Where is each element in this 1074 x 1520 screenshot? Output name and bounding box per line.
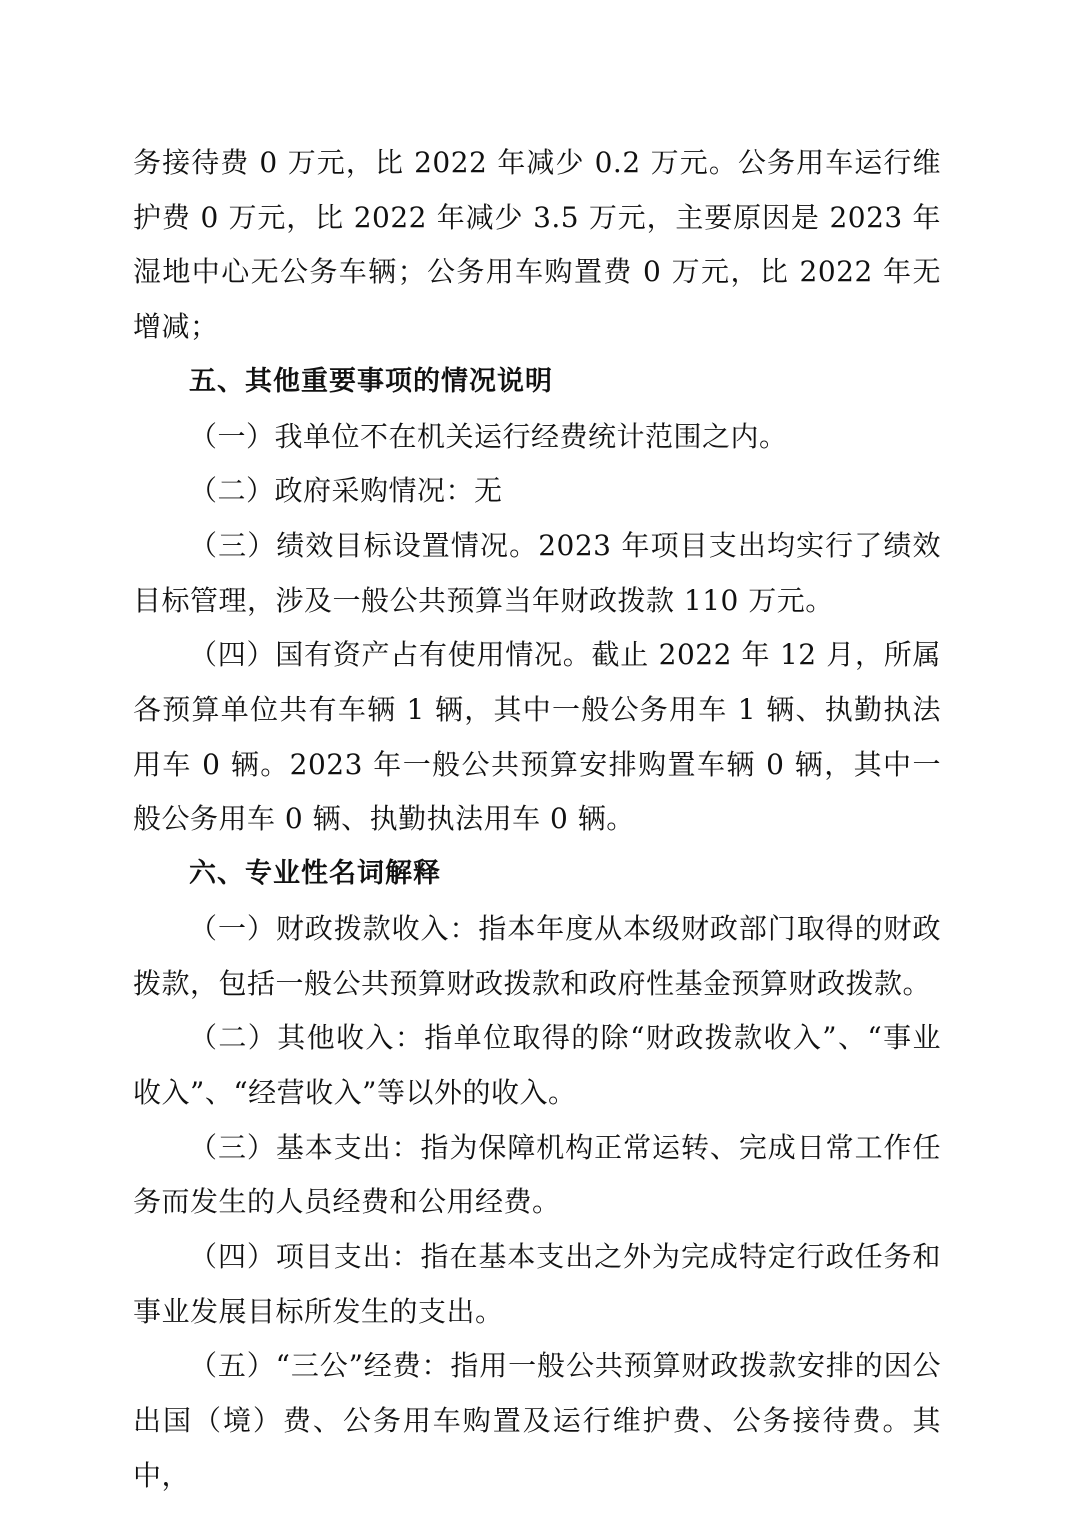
- paragraph-term-project-expenditure: （四）项目支出：指在基本支出之外为完成特定行政任务和事业发展目标所发生的支出。: [133, 1240, 941, 1328]
- paragraph-term-fiscal-appropriation: （一）财政拨款收入：指本年度从本级财政部门取得的财政拨款，包括一般公共预算财政拨款和政府性基金预算财政拨款。: [133, 911, 941, 1000]
- paragraph-government-procurement: （二）政府采购情况：无: [189, 474, 503, 508]
- document-body: [133, 136, 941, 1504]
- paragraph-operating-funds: （一）我单位不在机关运行经费统计范围之内。: [189, 419, 788, 453]
- section-heading-terminology: 六、专业性名词解释: [189, 858, 441, 890]
- paragraph-performance-targets: （三）绩效目标设置情况。2023 年项目支出均实行了绩效目标管理，涉及一般公共预算当年财政拨款 110 万元。: [133, 528, 941, 617]
- paragraph-continuation: 务接待费 0 万元，比 2022 年减少 0.2 万元。公务用车运行维护费 0 万元，比 2022 年减少 3.5 万元，主要原因是 2023 年湿地中心无公务车辆；公务用车购置费 0 万元，比 2022 年无增减；: [133, 146, 941, 344]
- paragraph-term-three-public-expenses: （五）“三公”经费：指用一般公共预算财政拨款安排的因公出国（境）费、公务用车购置及运行维护费、公务接待费。其中，: [133, 1349, 941, 1492]
- paragraph-term-other-income: （二）其他收入：指单位取得的除“财政拨款收入”、“事业收入”、“经营收入”等以外的收入。: [133, 1021, 941, 1109]
- section-heading-other-matters: 五、其他重要事项的情况说明: [189, 365, 553, 397]
- paragraph-term-basic-expenditure: （三）基本支出：指为保障机构正常运转、完成日常工作任务而发生的人员经费和公用经费。: [133, 1130, 941, 1219]
- paragraph-state-assets: （四）国有资产占有使用情况。截止 2022 年 12 月，所属各预算单位共有车辆 1 辆，其中一般公务用车 1 辆、执勤执法用车 0 辆。2023 年一般公共预算安排购置车辆 0 辆，其中一般公务用车 0 辆、执勤执法用车 0 辆。: [133, 638, 941, 836]
